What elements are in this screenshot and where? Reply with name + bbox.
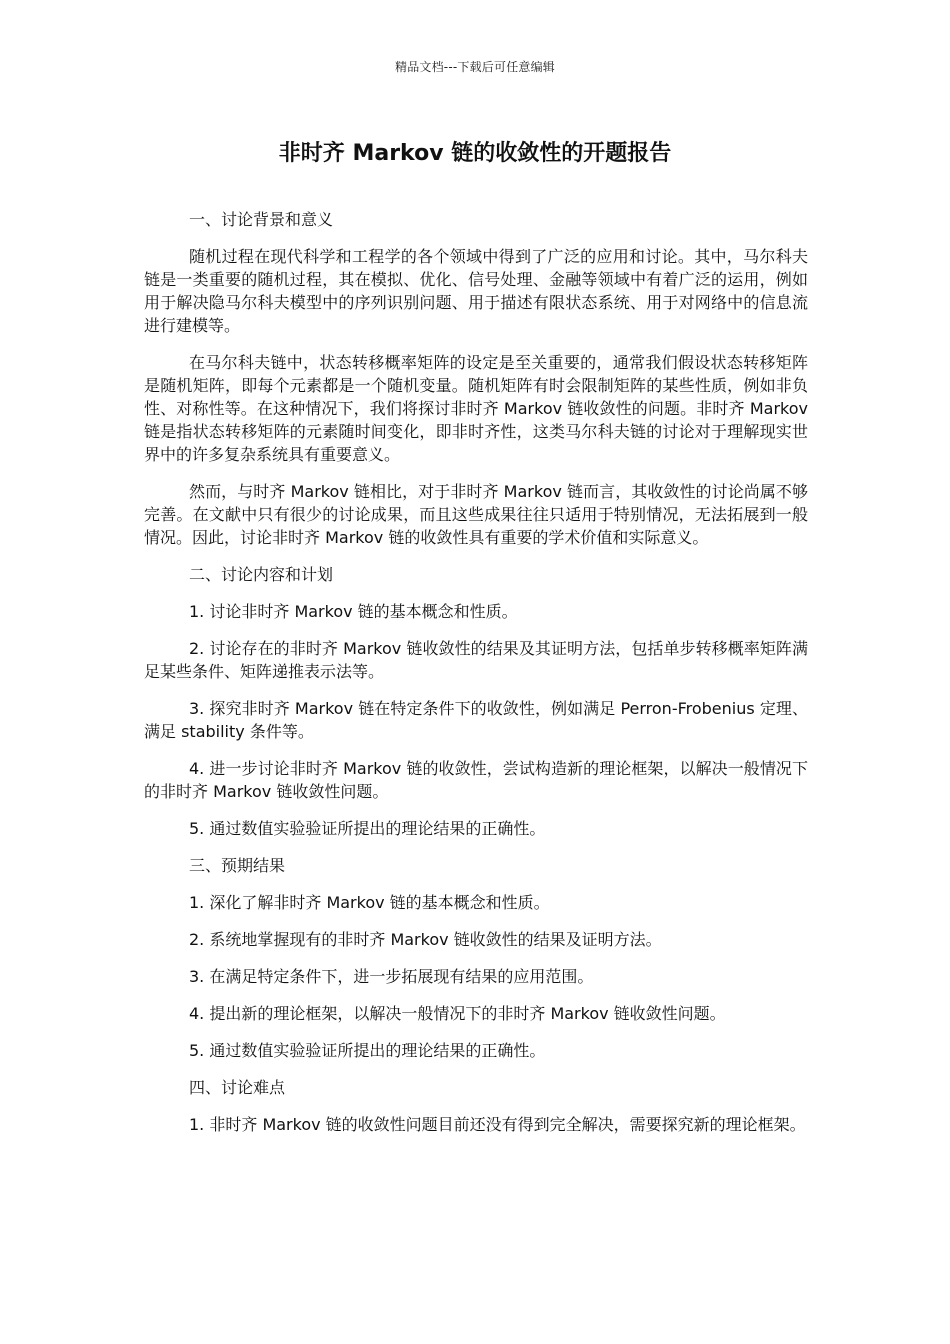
list-item: 1. 非时齐 Markov 链的收敛性问题目前还没有得到完全解决，需要探究新的理论框架。 xyxy=(189,1115,806,1134)
section-heading-content-plan: 二、讨论内容和计划 xyxy=(189,565,334,584)
body-paragraph: 然而，与时齐 Markov 链相比，对于非时齐 Markov 链而言，其收敛性的讨论尚属不够完善。在文献中只有很少的讨论成果，而且这些成果往往只适用于特别情况，无法拓展到一般情况。因此，讨论非时齐 Markov 链的收敛性具有重要的学术价值和实际意义。 xyxy=(144,482,808,547)
list-item: 1. 讨论非时齐 Markov 链的基本概念和性质。 xyxy=(189,602,518,621)
section-heading-expected-results: 三、预期结果 xyxy=(189,856,286,875)
body-paragraph: 在马尔科夫链中，状态转移概率矩阵的设定是至关重要的，通常我们假设状态转移矩阵是随机矩阵，即每个元素都是一个随机变量。随机矩阵有时会限制矩阵的某些性质，例如非负性、对称性等。在这种情况下，我们将探讨非时齐 Markov 链收敛性的问题。非时齐 Markov 链是指状态转移矩阵的元素随时间变化，即非时齐性，这类马尔科夫链的讨论对于理解现实世界中的许多复杂系统具有重要意义。 xyxy=(144,353,808,464)
section-heading-background: 一、讨论背景和意义 xyxy=(189,210,334,229)
list-item: 2. 系统地掌握现有的非时齐 Markov 链收敛性的结果及证明方法。 xyxy=(189,930,662,949)
list-item: 4. 进一步讨论非时齐 Markov 链的收敛性，尝试构造新的理论框架，以解决一般情况下的非时齐 Markov 链收敛性问题。 xyxy=(144,759,808,801)
list-item: 5. 通过数值实验验证所提出的理论结果的正确性。 xyxy=(189,819,546,838)
section-heading-difficulties: 四、讨论难点 xyxy=(189,1078,286,1097)
list-item: 3. 探究非时齐 Markov 链在特定条件下的收敛性，例如满足 Perron-Frobenius 定理、满足 stability 条件等。 xyxy=(144,699,808,741)
list-item: 5. 通过数值实验验证所提出的理论结果的正确性。 xyxy=(189,1041,546,1060)
document-title: 非时齐 Markov 链的收敛性的开题报告 xyxy=(278,141,672,166)
list-item: 4. 提出新的理论框架，以解决一般情况下的非时齐 Markov 链收敛性问题。 xyxy=(189,1004,726,1023)
list-item: 2. 讨论存在的非时齐 Markov 链收敛性的结果及其证明方法，包括单步转移概率矩阵满足某些条件、矩阵递推表示法等。 xyxy=(144,639,808,681)
body-paragraph: 随机过程在现代科学和工程学的各个领域中得到了广泛的应用和讨论。其中，马尔科夫链是一类重要的随机过程，其在模拟、优化、信号处理、金融等领域中有着广泛的运用，例如用于解决隐马尔科夫模型中的序列识别问题、用于描述有限状态系统、用于对网络中的信息流进行建模等。 xyxy=(144,247,808,335)
list-item: 3. 在满足特定条件下，进一步拓展现有结果的应用范围。 xyxy=(189,967,594,986)
list-item: 1. 深化了解非时齐 Markov 链的基本概念和性质。 xyxy=(189,893,550,912)
document-body xyxy=(144,208,808,1150)
header-note: 精品文档---下载后可任意编辑 xyxy=(395,60,555,74)
